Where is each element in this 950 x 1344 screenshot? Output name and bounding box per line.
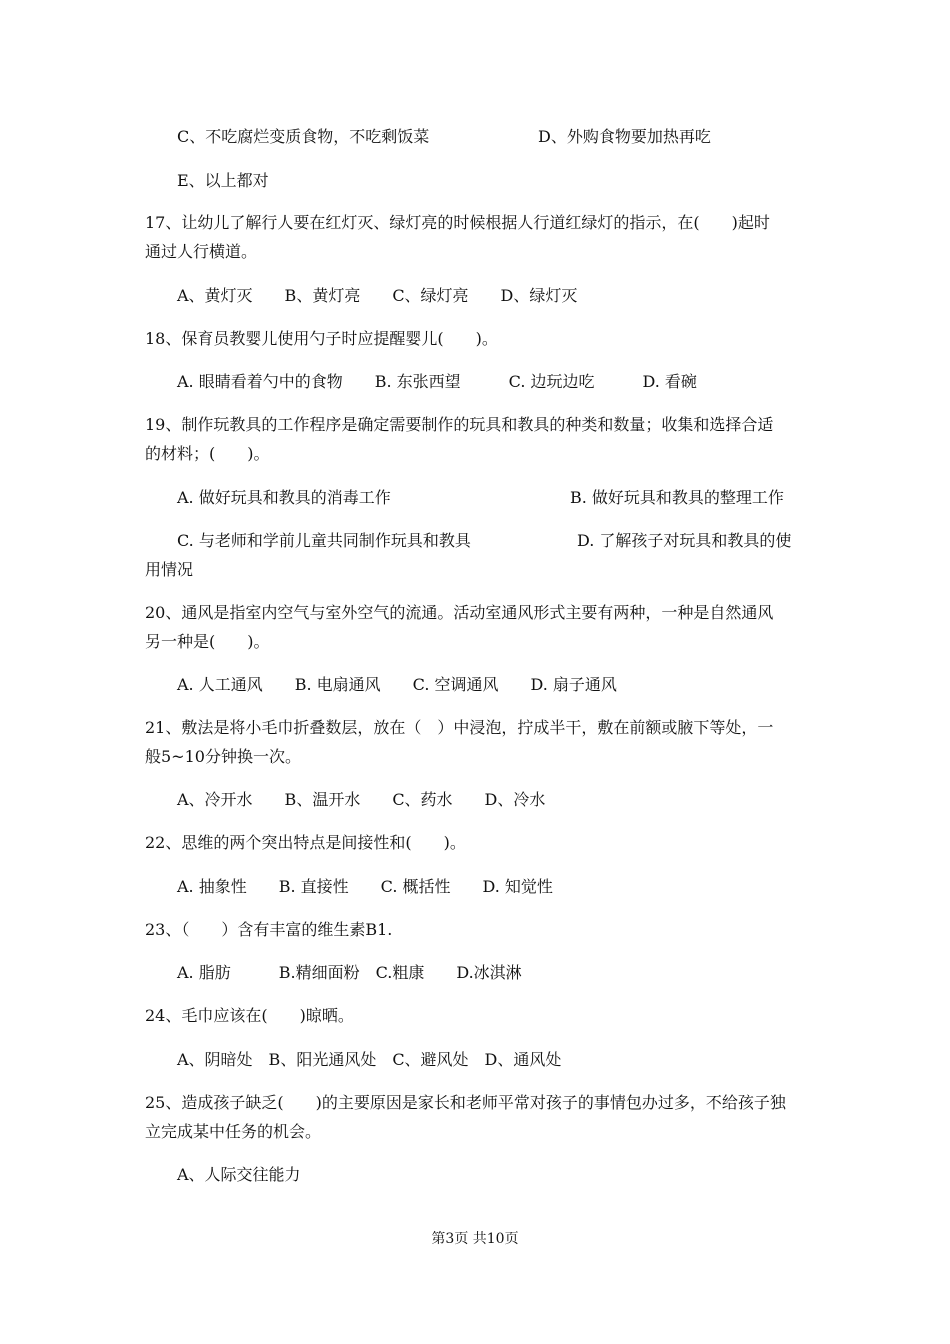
question-23: 23、（ ）含有丰富的维生素B1. bbox=[145, 920, 393, 939]
option-d-q19-cont: 用情况 bbox=[145, 560, 194, 579]
option-a-q25: A、人际交往能力 bbox=[177, 1165, 301, 1184]
question-25-cont: 立完成某中任务的机会。 bbox=[145, 1122, 322, 1141]
options-q22: A. 抽象性 B. 直接性 C. 概括性 D. 知觉性 bbox=[177, 877, 553, 896]
options-q23: A. 脂肪 B.精细面粉 C.粗康 D.冰淇淋 bbox=[177, 963, 522, 982]
option-c-q16: C、不吃腐烂变质食物，不吃剩饭菜 bbox=[177, 127, 430, 146]
option-b-q19: B. 做好玩具和教具的整理工作 bbox=[570, 488, 784, 507]
question-19: 19、制作玩教具的工作程序是确定需要制作的玩具和教具的种类和数量；收集和选择合适 bbox=[145, 415, 774, 434]
question-20-cont: 另一种是( )。 bbox=[145, 632, 270, 651]
options-q21: A、冷开水 B、温开水 C、药水 D、冷水 bbox=[177, 790, 546, 809]
question-18: 18、保育员教婴儿使用勺子时应提醒婴儿( )。 bbox=[145, 329, 498, 348]
question-22: 22、思维的两个突出特点是间接性和( )。 bbox=[145, 833, 466, 852]
question-25: 25、造成孩子缺乏( )的主要原因是家长和老师平常对孩子的事情包办过多，不给孩子独 bbox=[145, 1093, 786, 1112]
option-e-q16: E、以上都对 bbox=[177, 171, 269, 190]
options-q24: A、阴暗处 B、阳光通风处 C、避风处 D、通风处 bbox=[177, 1050, 562, 1069]
question-19-cont: 的材料；( )。 bbox=[145, 444, 270, 463]
question-20: 20、通风是指室内空气与室外空气的流通。活动室通风形式主要有两种，一种是自然通风 bbox=[145, 603, 774, 622]
option-d-q19: D. 了解孩子对玩具和教具的使 bbox=[577, 531, 792, 550]
question-24: 24、毛巾应该在( )晾晒。 bbox=[145, 1006, 354, 1025]
option-a-q19: A. 做好玩具和教具的消毒工作 bbox=[177, 488, 391, 507]
options-q18: A. 眼睛看着勺中的食物 B. 东张西望 C. 边玩边吃 D. 看碗 bbox=[177, 372, 697, 391]
options-q17: A、黄灯灭 B、黄灯亮 C、绿灯亮 D、绿灯灭 bbox=[177, 286, 578, 305]
options-q20: A. 人工通风 B. 电扇通风 C. 空调通风 D. 扇子通风 bbox=[177, 675, 617, 694]
option-d-q16: D、外购食物要加热再吃 bbox=[538, 127, 711, 146]
question-17: 17、让幼儿了解行人要在红灯灭、绿灯亮的时候根据人行道红绿灯的指示，在( )起时 bbox=[145, 213, 770, 232]
question-17-cont: 通过人行横道。 bbox=[145, 242, 258, 261]
question-21: 21、敷法是将小毛巾折叠数层，放在（ ）中浸泡，拧成半干，敷在前额或腋下等处，一 bbox=[145, 718, 774, 737]
question-21-cont: 般5~10分钟换一次。 bbox=[145, 747, 301, 766]
page-footer: 第3页 共10页 bbox=[431, 1231, 519, 1247]
option-c-q19: C. 与老师和学前儿童共同制作玩具和教具 bbox=[177, 531, 471, 550]
